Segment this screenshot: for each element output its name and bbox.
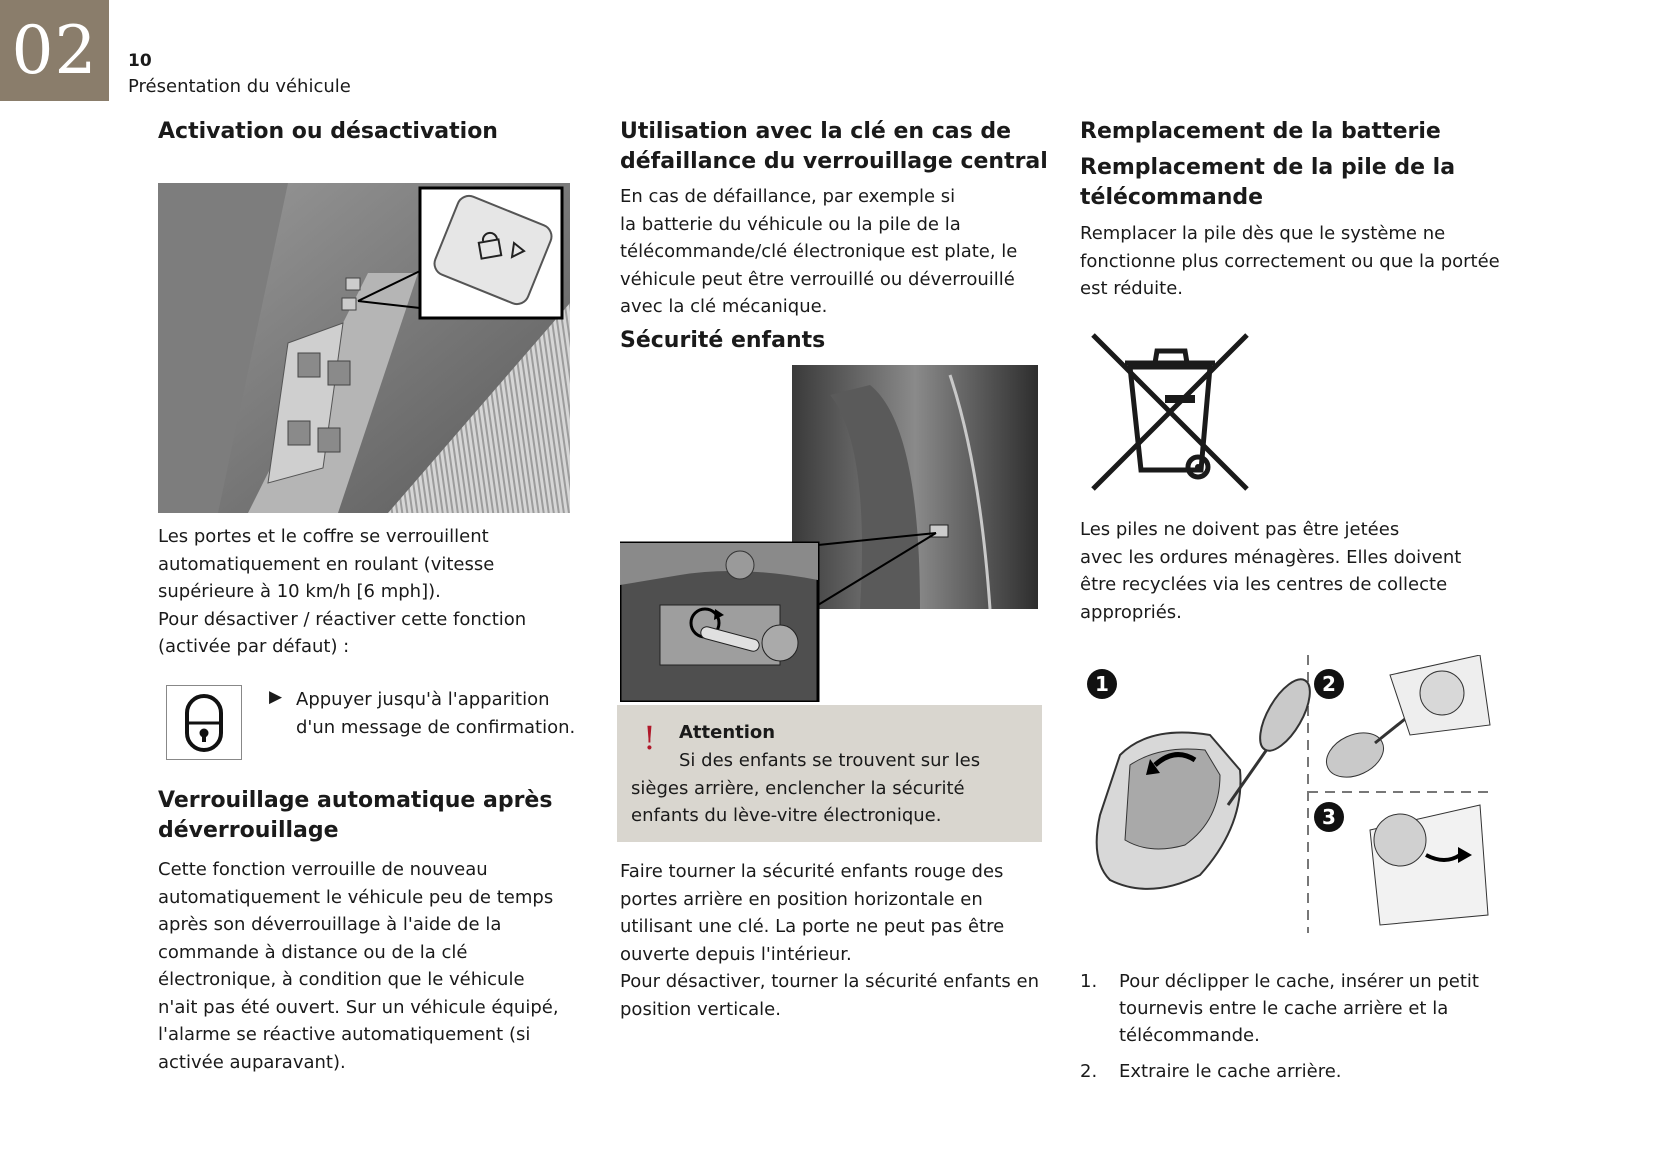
attention-title: Attention	[679, 722, 776, 743]
list-item: 1. Pour déclipper le cache, insérer un petit tournevis entre le cache arrière et la télécommande.	[1080, 971, 1479, 1046]
step-1-badge: 1	[1087, 669, 1117, 699]
door-switch-illustration	[158, 183, 570, 513]
play-arrow-icon: ▶	[269, 687, 283, 707]
paragraph-child-safety: Faire tourner la sécurité enfants rouge des portes arrière en position horizontale en utilisant une clé. La porte ne peut pas être ouverte depuis l'intérieur. Pour désactiver, tourner la sécurité enfants en position verticale.	[620, 861, 1040, 1020]
remote-battery-steps-illustration	[1080, 655, 1500, 935]
attention-text: Si des enfants se trouvent sur les sièges arrière, enclencher la sécurité enfants du lève-vitre électronique.	[631, 750, 981, 826]
section-title: Présentation du véhicule	[128, 76, 351, 97]
heading-key-failure: Utilisation avec la clé en cas de défaillance du verrouillage central	[620, 119, 1048, 174]
battery-steps-list	[1080, 968, 1530, 1094]
heading-remote-battery: Remplacement de la pile de la télécommande	[1080, 155, 1456, 210]
heading-activation: Activation ou désactivation	[158, 119, 498, 144]
paragraph-auto-relock: Cette fonction verrouille de nouveau automatiquement le véhicule peu de temps après son déverrouillage à l'aide de la commande à distance ou de la clé électronique, à condition que le véhicule n'ait pas été ouvert. Sur un véhicule équipé, l'alarme se réactive automatiquement (si activée auparavant).	[158, 859, 559, 1073]
step-3-badge: 3	[1314, 802, 1344, 832]
lock-button-icon	[166, 685, 242, 760]
paragraph-recycling: Les piles ne doivent pas être jetées avec les ordures ménagères. Elles doivent être recyclées via les centres de collecte appropriés.	[1080, 519, 1462, 623]
list-item: 2. Extraire le cache arrière.	[1080, 1061, 1342, 1082]
recycle-bin-crossed-icon	[1085, 325, 1255, 495]
heading-battery-replacement: Remplacement de la batterie	[1080, 119, 1441, 144]
step-2-badge: 2	[1314, 669, 1344, 699]
chapter-tab: 02	[0, 0, 109, 101]
heading-child-safety: Sécurité enfants	[620, 328, 826, 353]
heading-auto-relock: Verrouillage automatique après déverrouillage	[158, 788, 553, 843]
paragraph-key-failure: En cas de défaillance, par exemple si la batterie du véhicule ou la pile de la télécommande/clé électronique est plate, le véhicule peut être verrouillé ou déverrouillé avec la clé mécanique.	[620, 186, 1018, 317]
page-number: 10	[128, 51, 152, 71]
warning-exclamation-icon: !	[643, 719, 656, 757]
child-lock-illustration	[620, 365, 1038, 702]
attention-callout	[617, 705, 1042, 842]
paragraph-replace-battery: Remplacer la pile dès que le système ne fonctionne plus correctement ou que la portée est réduite.	[1080, 223, 1500, 299]
paragraph-auto-lock: Les portes et le coffre se verrouillent automatiquement en roulant (vitesse supérieure à 10 km/h [6 mph]). Pour désactiver / réactiver cette fonction (activée par défaut) :	[158, 526, 527, 657]
